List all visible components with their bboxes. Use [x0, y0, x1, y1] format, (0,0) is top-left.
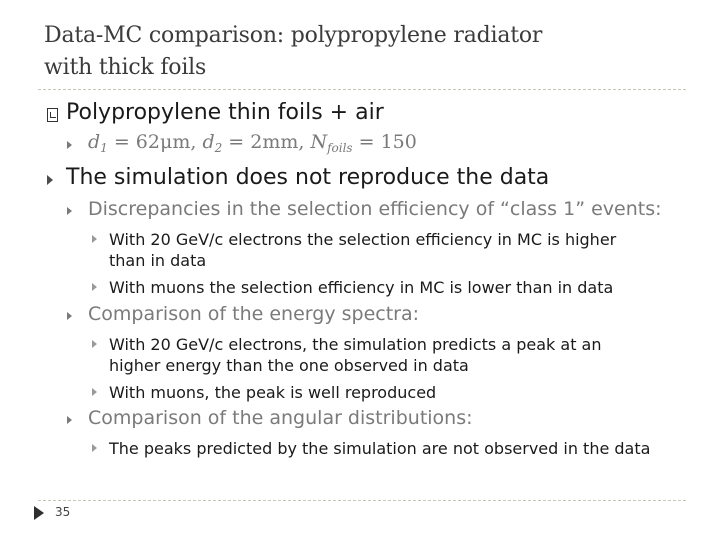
item-angular-peaks: The peaks predicted by the simulation are not observed in the data — [109, 439, 651, 458]
sub-sub-bullet-arrow-icon — [92, 235, 97, 243]
sub-bullet-energy-spectra: Comparison of the energy spectra: — [88, 303, 420, 325]
sub-bullet-arrow-icon — [67, 141, 72, 149]
d1-subscript: 1 — [100, 141, 108, 155]
d2-value: = 2mm, — [222, 131, 311, 153]
slide-title-line-1: Data-MC comparison: polypropylene radiator — [44, 23, 543, 48]
page-number: 35 — [55, 505, 71, 519]
nfoils-value: = 150 — [352, 131, 417, 153]
nfoils-symbol: N — [310, 131, 328, 153]
bullet-polypropylene: Polypropylene thin foils + air — [66, 100, 384, 125]
footer-divider — [38, 500, 686, 501]
slide-title-line-2: with thick foils — [44, 55, 207, 80]
item-electrons-efficiency-line-2: than in data — [109, 251, 207, 270]
title-divider — [38, 89, 686, 90]
item-electrons-efficiency — [109, 229, 616, 271]
sub-bullet-arrow-icon — [67, 416, 72, 424]
foil-parameters-formula — [88, 131, 417, 155]
item-electrons-peak — [109, 334, 602, 376]
sub-sub-bullet-arrow-icon — [92, 444, 97, 452]
sub-bullet-discrepancies: Discrepancies in the selection efficiency of “class 1” events: — [88, 198, 662, 220]
sub-sub-bullet-arrow-icon — [92, 388, 97, 396]
sub-sub-bullet-arrow-icon — [92, 340, 97, 348]
sub-bullet-arrow-icon — [67, 312, 72, 320]
sub-bullet-angular: Comparison of the angular distributions: — [88, 407, 473, 429]
item-muons-efficiency: With muons the selection efficiency in MC is lower than in data — [109, 278, 614, 297]
missing-glyph-bullet-icon — [47, 108, 58, 122]
d1-value: = 62μm, — [107, 131, 203, 153]
item-electrons-peak-line-2: higher energy than the one observed in data — [109, 356, 469, 375]
nfoils-subscript: foils — [327, 141, 353, 155]
d2-symbol: d — [202, 131, 215, 153]
slide-title — [44, 20, 684, 84]
bullet-arrow-icon — [47, 175, 53, 185]
d2-subscript: 2 — [214, 141, 223, 155]
bullet-simulation: The simulation does not reproduce the data — [66, 165, 550, 190]
d1-symbol: d — [88, 131, 101, 153]
item-electrons-efficiency-line-1: With 20 GeV/c electrons the selection efficiency in MC is higher — [109, 230, 617, 249]
item-muons-peak: With muons, the peak is well reproduced — [109, 383, 437, 402]
sub-sub-bullet-arrow-icon — [92, 283, 97, 291]
page-marker-icon — [34, 506, 44, 520]
item-electrons-peak-line-1: With 20 GeV/c electrons, the simulation predicts a peak at an — [109, 335, 602, 354]
sub-bullet-arrow-icon — [67, 207, 72, 215]
